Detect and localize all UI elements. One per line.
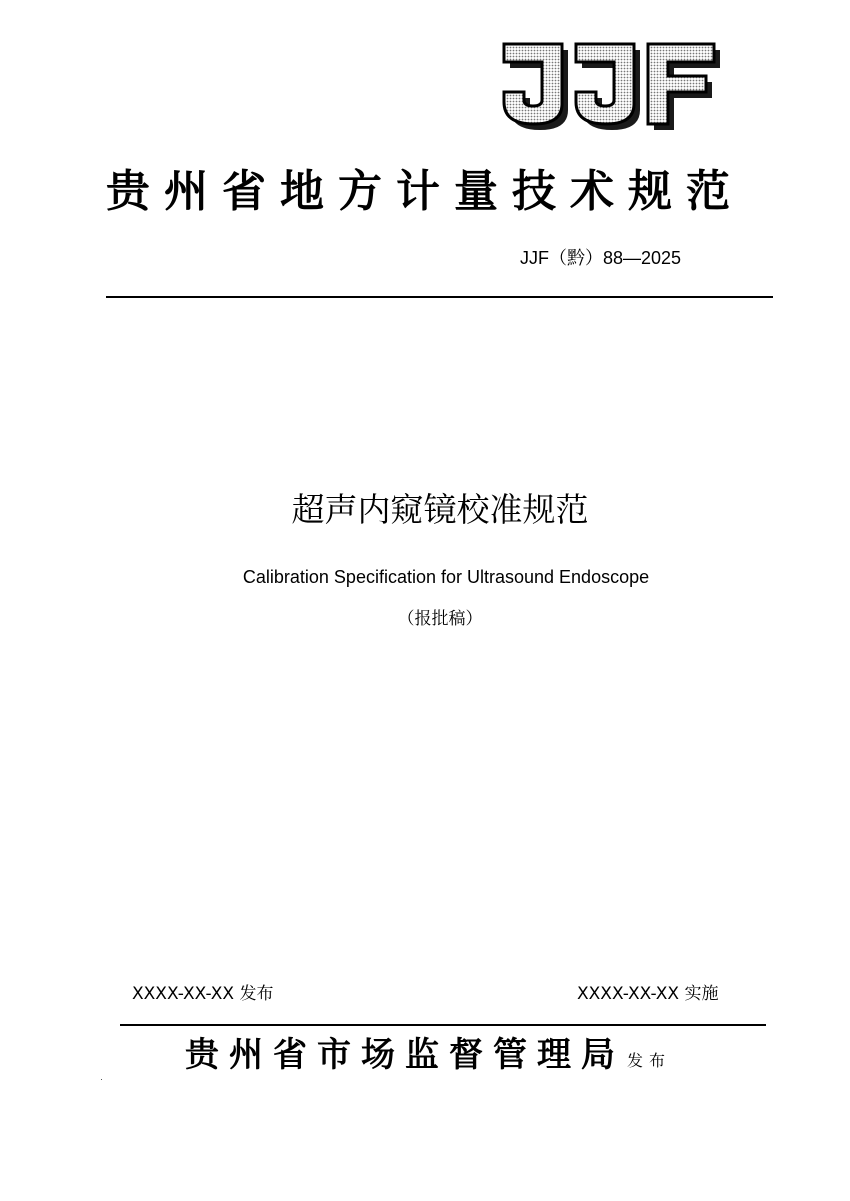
org-title: 贵州省地方计量技术规范 — [106, 166, 744, 217]
document-number: JJF（黔）88—2025 — [520, 248, 682, 268]
jjf-logo-icon — [500, 40, 725, 132]
header-divider — [106, 296, 773, 298]
document-title-english: Calibration Specification for Ultrasound Endoscope — [242, 567, 650, 587]
margin-mark — [101, 1079, 102, 1080]
implementation-date: XXXX-XX-XX 实施 — [577, 984, 719, 1004]
issuer-name: 贵州省市场监督管理局 — [185, 1035, 625, 1075]
footer-divider — [120, 1024, 766, 1026]
draft-status: （报批稿） — [397, 609, 483, 629]
publish-date: XXXX-XX-XX 发布 — [132, 984, 274, 1004]
jjf-logo — [500, 40, 725, 132]
issuer-suffix: 发布 — [627, 1051, 672, 1070]
issuer-line — [185, 1030, 671, 1086]
document-title-chinese: 超声内窥镜校准规范 — [291, 490, 589, 529]
